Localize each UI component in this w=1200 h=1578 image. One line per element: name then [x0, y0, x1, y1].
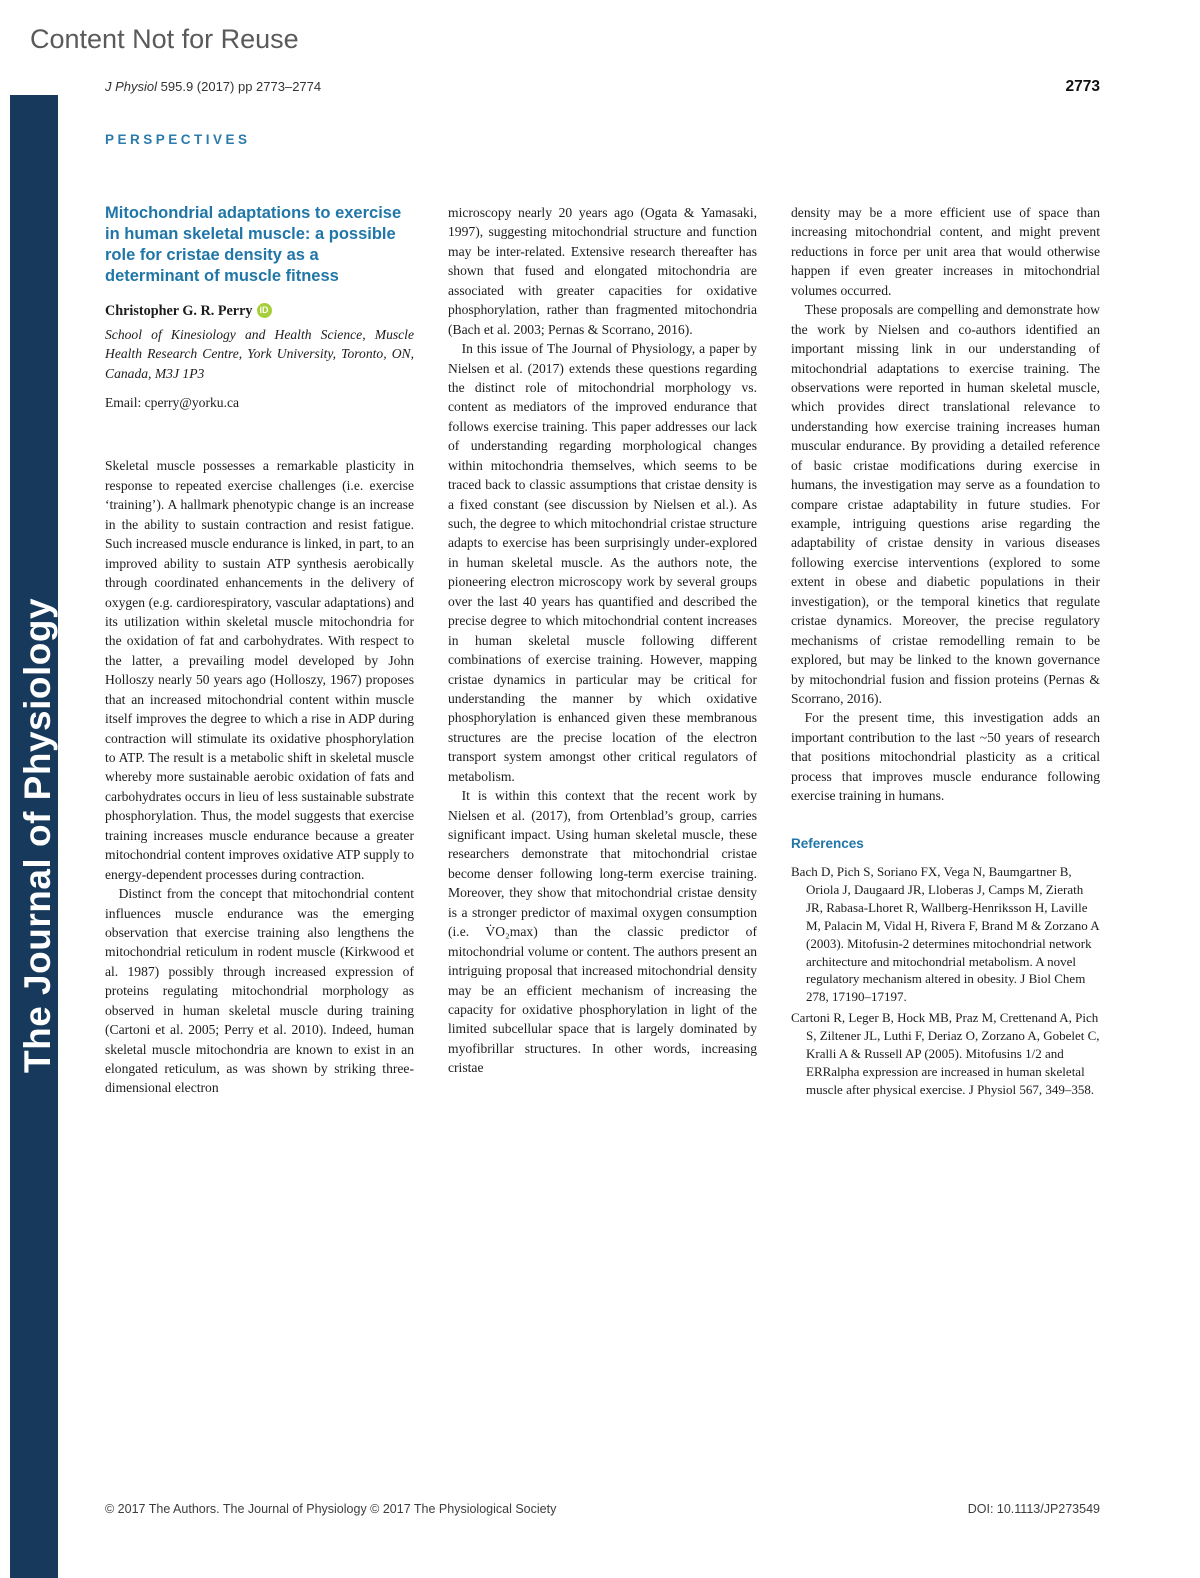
running-header — [105, 78, 1100, 96]
reuse-banner: Content Not for Reuse — [30, 24, 299, 54]
journal-name-vertical: The Journal of Physiology — [17, 597, 58, 1073]
column-2-paragraphs — [448, 203, 757, 1078]
references-list — [791, 863, 1100, 1099]
page-content — [105, 78, 1100, 1102]
body-paragraph: density may be a more efficient use of space than increasing mitochondrial content, and might prevent reductions in force per unit area that would otherwise happen if even greater increases in mitochondrial volumes occurred. — [791, 205, 1100, 298]
author-affiliation: School of Kinesiology and Health Science, Muscle Health Research Centre, York University, Toronto, ON, Canada, M3J 1P3 — [105, 326, 414, 381]
page-footer — [105, 1502, 1100, 1516]
journal-citation — [105, 79, 321, 94]
body-paragraph: Distinct from the concept that mitochondrial content influences muscle endurance was the emerging observation that exercise training also lengthens the mitochondrial reticulum in rodent muscle (Kirkwood et al. 1987) possibly through increased expression of proteins regulating mitochondrial morphology as observed in human skeletal muscle during training (Cartoni et al. 2005; Perry et al. 2010). Indeed, human skeletal muscle mitochondria are known to exist in an elongated reticulum, as was shown by striking three-dimensional electron — [105, 886, 414, 1096]
reference-entry: Bach D, Pich S, Soriano FX, Vega N, Baumgartner B, Oriola J, Daugaard JR, Lloberas J, Camps M, Zierath JR, Rabasa-Lhoret R, Wallberg-Henriksson H, Laville M, Palacin M, Vidal H, Rivera F, Brand M & Zorzano A (2003). Mitofusin-2 determines mitochondrial network architecture and mitochondrial metabolism. A novel regulatory mechanism altered in obesity. J Biol Chem 278, 17190–17197. — [791, 863, 1099, 1005]
author-email: Email: cperry@yorku.ca — [105, 395, 240, 411]
journal-citation-italic: J Physiol — [105, 79, 158, 94]
orcid-icon[interactable]: iD — [257, 303, 272, 318]
journal-sidebar — [10, 95, 58, 1578]
column-3-paragraphs — [791, 203, 1100, 806]
body-paragraph: It is within this context that the recent work by Nielsen et al. (2017), from Ortenblad’s group, carries significant impact. Using human skeletal muscle, these researchers demonstrate that mitochondrial cristae become denser following long-term exercise training. Moreover, they show that mitochondrial cristae density is a stronger predictor of maximal oxygen consumption (i.e. V̇O₂max) than the classic predictor of mitochondrial volume or content. The authors present an intriguing proposal that increased mitochondrial density may be an efficient mechanism of increasing the capacity for oxidative phosphorylation in light of the limited subcellular space that is largely dominated by myofibrillar structures. In other words, increasing cristae — [448, 788, 757, 1076]
article-title: Mitochondrial adaptations to exercise in human skeletal muscle: a possible role for cristae density as a determinant of muscle fitness — [105, 204, 402, 286]
journal-citation-rest: 595.9 (2017) pp 2773–2774 — [157, 79, 322, 94]
references-heading: References — [791, 835, 864, 851]
body-paragraph: Skeletal muscle possesses a remarkable plasticity in response to repeated exercise challenges (i.e. exercise ‘training’). A hallmark phenotypic change is an increase in the ability to sustain contraction and resist fatigue. Such increased muscle endurance is linked, in part, to an improved ability to sustain ATP synthesis aerobically through coordinated enhancements in the delivery of oxygen (e.g. cardiorespiratory, vascular adaptations) and its utilization within skeletal muscle mitochondria for the oxidation of fat and carbohydrates. With respect to the latter, a prevailing model developed by John Holloszy nearly 50 years ago (Holloszy, 1967) proposes that an increased mitochondrial content within muscle itself improves the degree to which a rise in ADP during contraction will stimulate its oxidative phosphorylation to ATP. The result is a metabolic shift in skeletal muscle whereby more sustainable aerobic oxidation of fats and carbohydrates occurs in lieu of less sustainable substrate phosphorylation. Thus, the model suggests that exercise training increases muscle endurance because a greater mitochondrial content improves oxidative ATP supply to energy-dependent processes during contraction. — [105, 458, 414, 882]
copyright-notice: © 2017 The Authors. The Journal of Physiology © 2017 The Physiological Society — [105, 1502, 557, 1516]
column-3 — [791, 203, 1100, 1102]
author-line — [105, 301, 414, 321]
body-paragraph: For the present time, this investigation adds an important contribution to the last ~50 years of research that positions mitochondrial plasticity as a critical process that improves muscle endurance following exercise training in humans. — [791, 710, 1100, 804]
author-name: Christopher G. R. Perry — [105, 303, 253, 320]
reference-entry: Cartoni R, Leger B, Hock MB, Praz M, Crettenand A, Pich S, Ziltener JL, Luthi F, Deriaz O, Zorzano A, Gobelet C, Kralli A & Russell AP (2005). Mitofusins 1/2 and ERRalpha expression are increased in human skeletal muscle after physical exercise. J Physiol 567, 349–358. — [791, 1010, 1100, 1098]
article-columns — [105, 203, 1100, 1102]
column-1-paragraphs — [105, 456, 414, 1097]
column-2 — [448, 203, 757, 1102]
doi-text: DOI: 10.1113/JP273549 — [967, 1502, 1100, 1516]
body-paragraph: These proposals are compelling and demonstrate how the work by Nielsen and co-authors identified an important missing link in our understanding of mitochondrial adaptations to exercise training. The observations were reported in human skeletal muscle, which provides direct translational relevance to understanding how exercise training increases human muscular endurance. By providing a detailed reference of basic cristae modifications during exercise in humans, the investigation may serve as a foundation to compare cristae adaptability in future studies. For example, intriguing questions arise regarding the adaptability of cristae density in various diseases following exercise interventions (explored to some extent in obese and diabetic populations in their investigation), or the temporal kinetics that regulate cristae dynamics. Moreover, the precise regulatory mechanisms of cristae remodelling remain to be explored, but may be linked to the known governance by mitochondrial fusion and fission proteins (Pernas & Scorrano, 2016). — [791, 302, 1100, 706]
column-1 — [105, 203, 414, 1102]
body-paragraph: microscopy nearly 20 years ago (Ogata & Yamasaki, 1997), suggesting mitochondrial structure and function may be inter-related. Extensive research thereafter has shown that fused and elongated mitochondria are associated with greater capacities for oxidative phosphorylation, rather than fragmented mitochondria (Bach et al. 2003; Pernas & Scorrano, 2016). — [448, 205, 757, 337]
page-number: 2773 — [1065, 78, 1100, 95]
section-label: PERSPECTIVES — [105, 132, 251, 147]
body-paragraph: In this issue of The Journal of Physiology, a paper by Nielsen et al. (2017) extends these questions regarding the distinct role of mitochondrial morphology vs. content as mediators of the improved endurance that follows exercise training. This paper addresses our lack of understanding regarding morphological changes within mitochondria themselves, which seems to be traced back to classic assumptions that cristae density is a fixed constant (see discussion by Nielsen et al.). As such, the degree to which mitochondrial cristae structure adapts to exercise has been surprisingly under-explored in human skeletal muscle. As the authors note, the pioneering electron microscopy work by several groups over the last 40 years has quantified and described the precise degree to which mitochondrial content increases in human skeletal muscle following different combinations of exercise training. However, mapping cristae dynamics in particular may be critical for understanding the manner by which oxidative phosphorylation is enhanced given these membranous structures are the precise location of the electron transport system amongst other critical regulators of metabolism. — [448, 341, 757, 784]
